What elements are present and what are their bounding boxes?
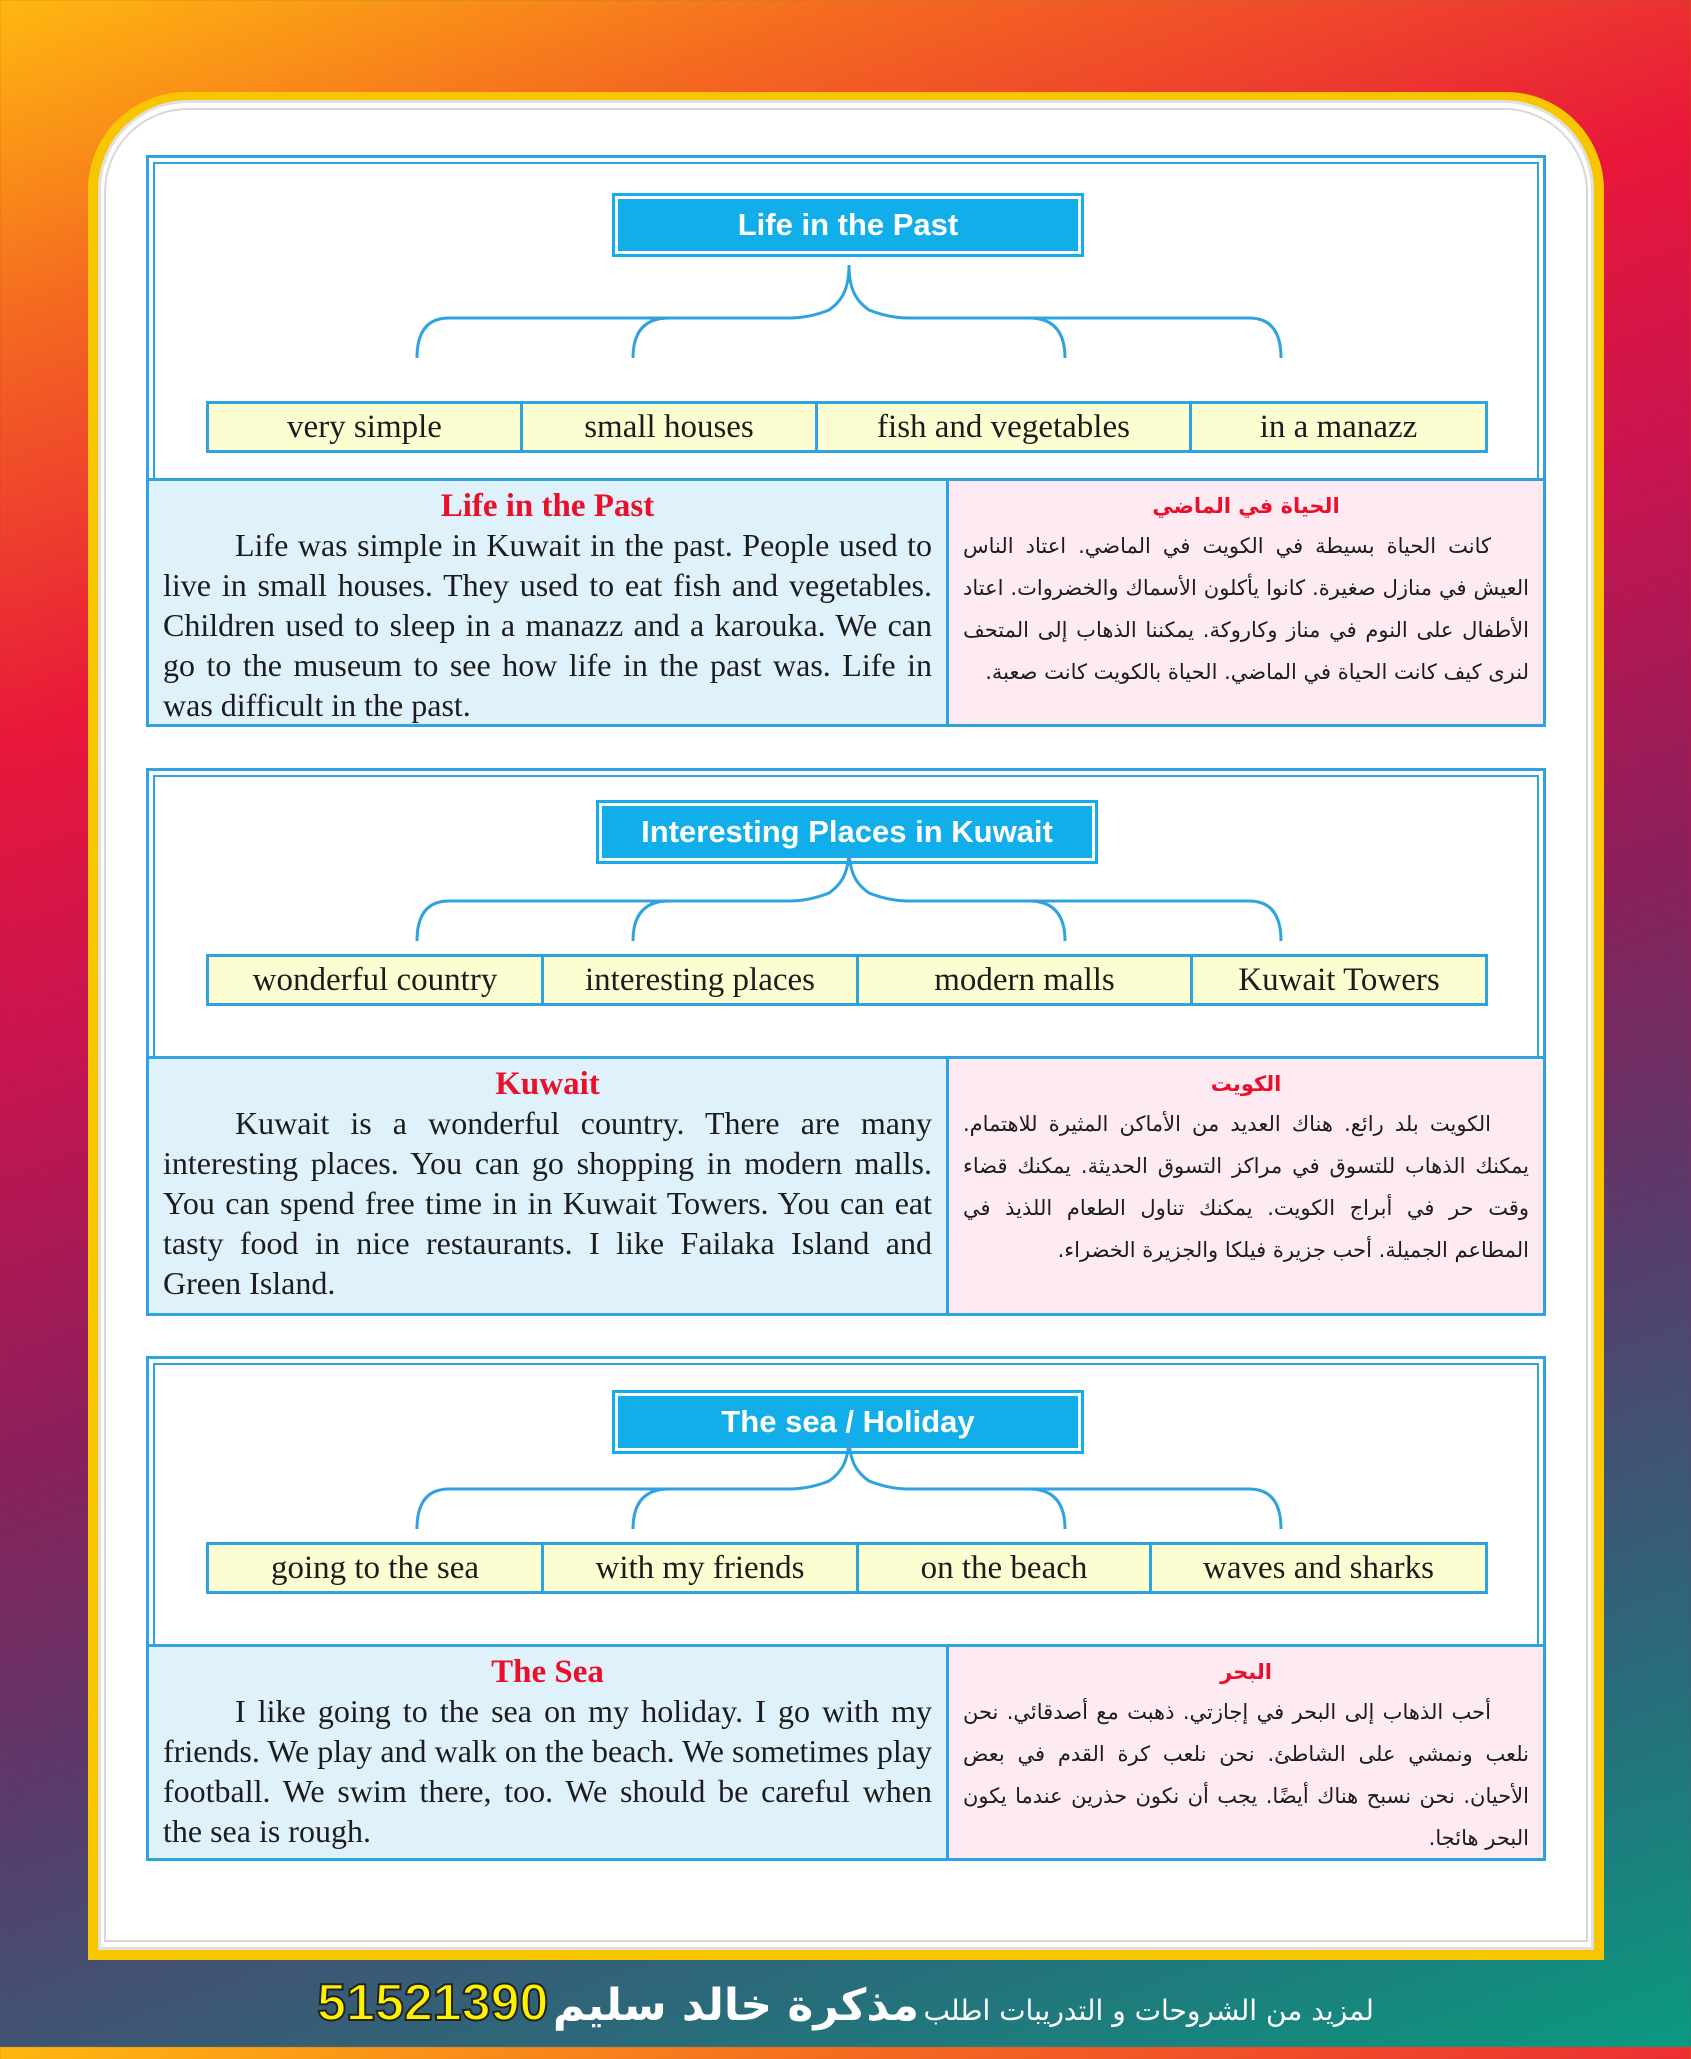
keyword: with my friends xyxy=(544,1545,859,1591)
paragraph-row xyxy=(149,1644,1543,1858)
keyword: interesting places xyxy=(544,957,859,1003)
arabic-text: كانت الحياة بسيطة في الكويت في الماضي. اعتاد الناس العيش في منازل صغيرة. كانوا يأكلون الأسماك والخضروات. اعتاد الأطفال على النوم في مناز وكاروكة. يمكننا الذهاب إلى المتحف لنرى كيف كانت الحياة في الماضي. الحياة بالكويت كانت صعبة. xyxy=(963,534,1529,684)
mind-map xyxy=(149,771,1543,1059)
keyword-row xyxy=(206,401,1488,453)
section-interesting-places xyxy=(146,768,1546,1316)
section-title: Life in the Past xyxy=(615,196,1081,254)
keyword: fish and vegetables xyxy=(818,404,1192,450)
english-paragraph xyxy=(149,1647,949,1858)
section-sea-holiday xyxy=(146,1356,1546,1861)
arabic-text: الكويت بلد رائع. هناك العديد من الأماكن المثيرة للاهتمام. يمكنك الذهاب للتسوق في مراكز التسوق الحديثة. يمكنك قضاء وقت حر في أبراج الكويت. يمكنك تناول الطعام اللذيذ في المطاعم الجميلة. أحب جزيرة فيلكا والجزيرة الخضراء. xyxy=(963,1112,1529,1262)
keyword: small houses xyxy=(523,404,818,450)
english-heading: Kuwait xyxy=(495,1066,600,1102)
keyword: wonderful country xyxy=(209,957,544,1003)
arabic-paragraph xyxy=(949,1059,1543,1313)
footer-prefix: لمزيد من الشروحات و التدريبات اطلب xyxy=(923,1994,1374,2027)
keyword: Kuwait Towers xyxy=(1238,962,1440,998)
keyword: waves and sharks xyxy=(1203,1550,1434,1586)
footer-phone: 51521390 xyxy=(317,1974,549,2032)
english-text: Kuwait is a wonderful country. There are many interesting places. You can go shopping in modern malls. You can spend free time in in Kuwait Towers. You can eat tasty food in nice restaurants. I like Failaka Island and Green Island. xyxy=(163,1105,932,1301)
keyword: modern malls xyxy=(859,957,1193,1003)
arabic-text: أحب الذهاب إلى البحر في إجازتي. ذهبت مع أصدقائي. نحن نلعب ونمشي على الشاطئ. نحن نلعب كرة القدم في بعض الأحيان. نحن نسبح هناك أيضًا. يجب أن نكون حذرين عندما يكون البحر هائجا. xyxy=(963,1700,1529,1850)
english-text: I like going to the sea on my holiday. I go with my friends. We play and walk on the beach. We sometimes play football. We swim there, too. We should be careful when the sea is rough. xyxy=(163,1693,932,1849)
footer-banner xyxy=(0,1960,1691,2047)
keyword: in a manazz xyxy=(1259,409,1418,445)
english-paragraph xyxy=(149,1059,949,1313)
keyword-row xyxy=(206,1542,1488,1594)
keyword: on the beach xyxy=(859,1545,1152,1591)
brace-connector xyxy=(149,741,1549,1061)
footer-brand: مذكرة خالد سليم xyxy=(552,1980,920,2031)
keyword: going to the sea xyxy=(209,1545,544,1591)
arabic-heading: البحر xyxy=(1220,1660,1272,1684)
paragraph-row xyxy=(149,478,1543,724)
section-title: Interesting Places in Kuwait xyxy=(599,803,1095,861)
keyword: very simple xyxy=(209,404,523,450)
arabic-heading: الكويت xyxy=(1210,1072,1282,1096)
arabic-paragraph xyxy=(949,481,1543,724)
english-text: Life was simple in Kuwait in the past. People used to live in small houses. They used to eat fish and vegetables. Children used to sleep in a manazz and a karouka. We can go to the museum to see how life in the past was. Life in was difficult in the past. xyxy=(163,527,932,723)
paragraph-row xyxy=(149,1056,1543,1313)
section-life-in-the-past xyxy=(146,155,1546,727)
brace-connector xyxy=(149,1329,1549,1649)
arabic-paragraph xyxy=(949,1647,1543,1858)
arabic-heading: الحياة في الماضي xyxy=(1152,494,1340,518)
english-heading: Life in the Past xyxy=(440,488,655,524)
english-heading: The Sea xyxy=(491,1654,604,1690)
mind-map xyxy=(149,158,1543,478)
mind-map xyxy=(149,1359,1543,1647)
section-title: The sea / Holiday xyxy=(615,1393,1081,1451)
english-paragraph xyxy=(149,481,949,724)
keyword-row xyxy=(206,954,1488,1006)
